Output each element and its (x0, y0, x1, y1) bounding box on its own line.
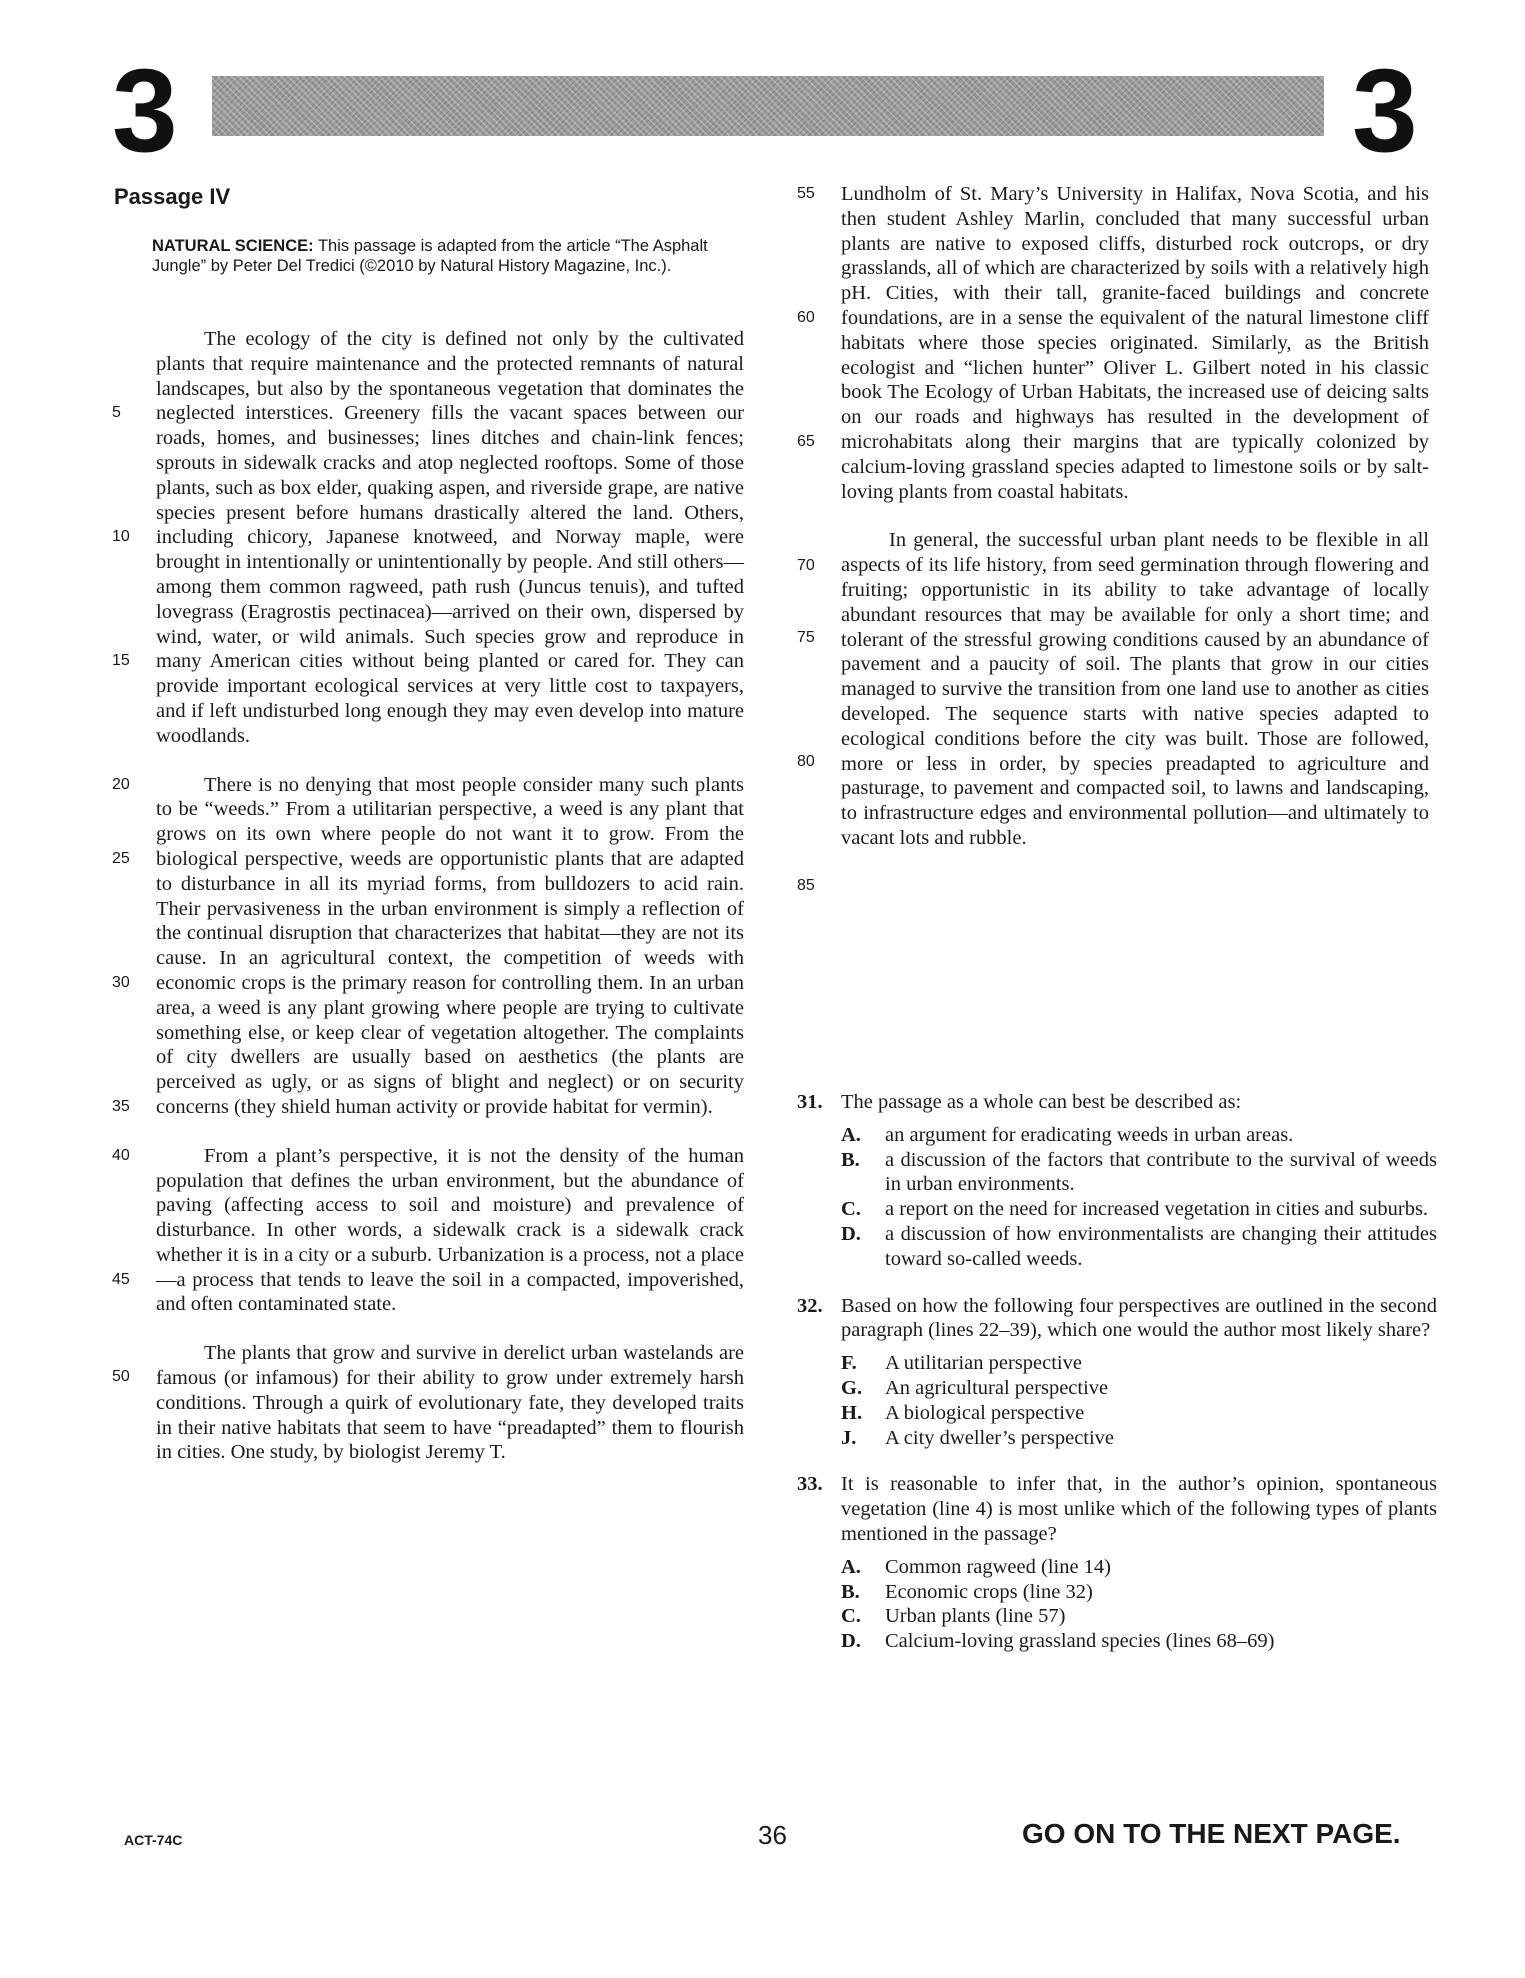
line-number: 5 (112, 404, 121, 421)
section-number-left: 3 (112, 45, 178, 177)
paragraph-text: There is no denying that most people consider many such plants to be “weeds.” From a utilitarian perspective, a weed is any plant that grows on its own where people do not want it to grow. From the biological perspective, weeds are opportunistic plants that are adapted to disturbance in all its myriad forms, from bulldozers to acid rain. Their pervasiveness in the urban environment is simply a reflection of the continual disruption that characterizes that habitat—they are not its cause. In an agricultural context, the competition of weeds with economic crops is the primary reason for controlling them. In an urban area, a weed is any plant growing where people are trying to cultivate something else, or keep clear of vegetation altogether. The complaints of city dwellers are usually based on aesthetics (the plants are perceived as ugly, or as signs of blight and neglect) or on security concerns (they shield human activity or provide habitat for vermin). (156, 773, 744, 1118)
intro-text: This passage is adapted from the article “The Asphalt Jungle” by Peter Del Tredici (©2010 by Natural History Magazine, Inc.). (152, 237, 708, 275)
option-letter: A. (841, 1123, 861, 1146)
line-number: 50 (112, 1368, 130, 1386)
option-letter: B. (841, 1580, 860, 1603)
passage-paragraph-1 (112, 327, 744, 793)
passage-paragraph-3 (112, 1144, 744, 1318)
intro-label: NATURAL SCIENCE: (152, 237, 314, 255)
line-number: 40 (112, 1146, 130, 1164)
option-text: Common ragweed (line 14) (885, 1555, 1112, 1578)
answer-option[interactable] (841, 1401, 1437, 1426)
line-number: 70 (797, 557, 815, 574)
option-letter: A. (841, 1555, 861, 1578)
line-number: 30 (112, 973, 130, 991)
option-text: A biological perspective (885, 1401, 1085, 1424)
question-number: 32. (797, 1294, 823, 1317)
question-list (797, 1090, 1437, 1676)
answer-option[interactable] (841, 1629, 1437, 1654)
paragraph-text: Lundholm of St. Mary’s University in Halifax, Nova Scotia, and his then student Ashley Marlin, concluded that many successful urban plants are native to exposed cliffs, disturbed rock outcrops, or dry grasslands, all of which are characterized by soils with a relatively high pH. Cities, with their tall, granite-faced buildings and concrete foundations, are in a sense the equivalent of the natural limestone cliff habitats where those species originated. Similarly, as the British ecologist and “lichen hunter” Oliver L. Gilbert noted in his classic book The Ecology of Urban Habitats, the increased use of deicing salts on our roads and highways has resulted in the development of microhabitats along their margins that are typically colonized by calcium-loving grassland species adapted to limestone soils or by salt-loving plants from coastal habitats. (841, 183, 1429, 503)
line-number: 85 (797, 877, 815, 895)
option-text: a discussion of how environmentalists are changing their attitudes toward so-called weeds. (885, 1222, 1437, 1270)
form-code: ACT-74C (124, 1832, 183, 1848)
option-text: Urban plants (line 57) (885, 1605, 1066, 1628)
line-number: 55 (797, 185, 815, 202)
answer-option[interactable] (841, 1123, 1437, 1148)
line-number: 20 (112, 776, 130, 793)
question-31 (797, 1090, 1437, 1272)
option-letter: G. (841, 1376, 863, 1399)
question-33 (797, 1472, 1437, 1654)
question-stem: It is reasonable to infer that, in the author’s opinion, spontaneous vegetation (line 4) is most unlike which of the following types of plants mentioned in the passage? (841, 1473, 1437, 1545)
passage-paragraph-2 (112, 773, 744, 1120)
question-number: 33. (797, 1473, 823, 1496)
answer-option[interactable] (841, 1197, 1437, 1222)
passage-paragraph-4 (112, 1341, 744, 1465)
passage-paragraph-5 (797, 528, 1429, 895)
answer-options (841, 1555, 1437, 1654)
paragraph-text: In general, the successful urban plant needs to be flexible in all aspects of its life history, from seed germination through flowering and fruiting; opportunistic in its ability to take advantage of locally abundant resources that may be available for only a short time; and tolerant of the stressful growing conditions caused by an abundance of pavement and a paucity of soil. The plants that grow in our cities managed to survive the transition from one land use to another as cities developed. The sequence starts with native species adapted to ecological conditions before the city was built. Those are followed, more or less in order, by species preadapted to agriculture and pasturage, to pavement and compacted soil, to lawns and landscaping, to infrastructure edges and environmental pollution—and ultimately to vacant lots and rubble. (841, 529, 1429, 849)
passage-intro (152, 236, 742, 276)
section-banner (212, 76, 1324, 136)
option-text: An agricultural perspective (885, 1376, 1109, 1399)
option-text: a report on the need for increased vegetation in cities and suburbs. (885, 1198, 1429, 1221)
passage-paragraph-4-continued (797, 182, 1429, 574)
answer-option[interactable] (841, 1604, 1437, 1629)
answer-option[interactable] (841, 1580, 1437, 1605)
option-text: a discussion of the factors that contribute to the survival of weeds in urban environments. (885, 1148, 1437, 1196)
line-number: 35 (112, 1097, 130, 1115)
passage-column-left (112, 327, 744, 1489)
question-stem: Based on how the following four perspectives are outlined in the second paragraph (lines 22–39), which one would the author most likely share? (841, 1294, 1437, 1342)
option-letter: F. (841, 1352, 857, 1375)
option-text: an argument for eradicating weeds in urban areas. (885, 1123, 1294, 1146)
line-number: 10 (112, 528, 130, 545)
question-stem: The passage as a whole can best be described as: (841, 1091, 1242, 1113)
answer-option[interactable] (841, 1426, 1437, 1451)
answer-option[interactable] (841, 1555, 1437, 1580)
option-text: Economic crops (line 32) (885, 1580, 1093, 1603)
answer-option[interactable] (841, 1351, 1437, 1376)
page-number: 36 (758, 1820, 787, 1850)
option-letter: D. (841, 1630, 861, 1653)
section-number-right: 3 (1352, 45, 1418, 177)
option-letter: C. (841, 1198, 861, 1221)
answer-options (841, 1123, 1437, 1272)
line-number: 25 (112, 849, 130, 867)
line-number: 80 (797, 753, 815, 771)
answer-option[interactable] (841, 1222, 1437, 1272)
option-text: A city dweller’s perspective (885, 1426, 1115, 1449)
question-32 (797, 1294, 1437, 1451)
option-letter: J. (841, 1426, 857, 1449)
question-number: 31. (797, 1091, 823, 1113)
option-text: Calcium-loving grassland species (lines 68–69) (885, 1630, 1275, 1653)
next-page-notice: GO ON TO THE NEXT PAGE. (1022, 1818, 1401, 1849)
paragraph-text: The ecology of the city is defined not only by the cultivated plants that require maintenance and the protected remnants of natural landscapes, but also by the spontaneous vegetation that dominates the neglected interstices. Greenery fills the vacant spaces between our roads, homes, and businesses; lines ditches and chain-link fences; sprouts in sidewalk cracks and atop neglected rooftops. Some of those plants, such as box elder, quaking aspen, and riverside grape, are native species present before humans drastically altered the land. Others, including chicory, Japanese knotweed, and Norway maple, were brought in intentionally or unintentionally by people. And still others—among them common ragweed, path rush (Juncus tenuis), and tufted lovegrass (Eragrostis pectinacea)—arrived on their own, dispersed by wind, water, or wild animals. Such species grow and reproduce in many American cities without being planted or cared for. They can provide important ecological services at very little cost to taxpayers, and if left undisturbed long enough they may even develop into mature woodlands. (156, 328, 744, 747)
paragraph-text: From a plant’s perspective, it is not the density of the human population that defines the urban environment, but the abundance of paving (affecting access to soil and moisture) and prevalence of disturbance. In other words, a sidewalk crack is a sidewalk crack whether it is in a city or a suburb. Urbanization is a process, not a place—a process that tends to leave the soil in a compacted, impoverished, and often contaminated state. (156, 1144, 744, 1316)
answer-options (841, 1351, 1437, 1450)
option-text: A utilitarian perspective (885, 1352, 1082, 1375)
passage-title: Passage IV (114, 184, 231, 209)
answer-option[interactable] (841, 1376, 1437, 1401)
line-number: 15 (112, 652, 130, 669)
passage-column-right (797, 182, 1429, 895)
line-number: 75 (797, 629, 815, 647)
answer-option[interactable] (841, 1148, 1437, 1198)
line-number: 60 (797, 309, 815, 326)
line-number: 45 (112, 1270, 130, 1288)
option-letter: D. (841, 1222, 861, 1245)
option-letter: C. (841, 1605, 861, 1628)
line-number: 65 (797, 433, 815, 450)
paragraph-text: The plants that grow and survive in derelict urban wastelands are famous (or infamous) for their ability to grow under extremely harsh conditions. Through a quirk of evolutionary fate, they developed traits in their native habitats that seem to have “preadapted” them to flourish in cities. One study, by biologist Jeremy T. (156, 1342, 744, 1464)
option-letter: H. (841, 1401, 863, 1424)
option-letter: B. (841, 1148, 860, 1171)
